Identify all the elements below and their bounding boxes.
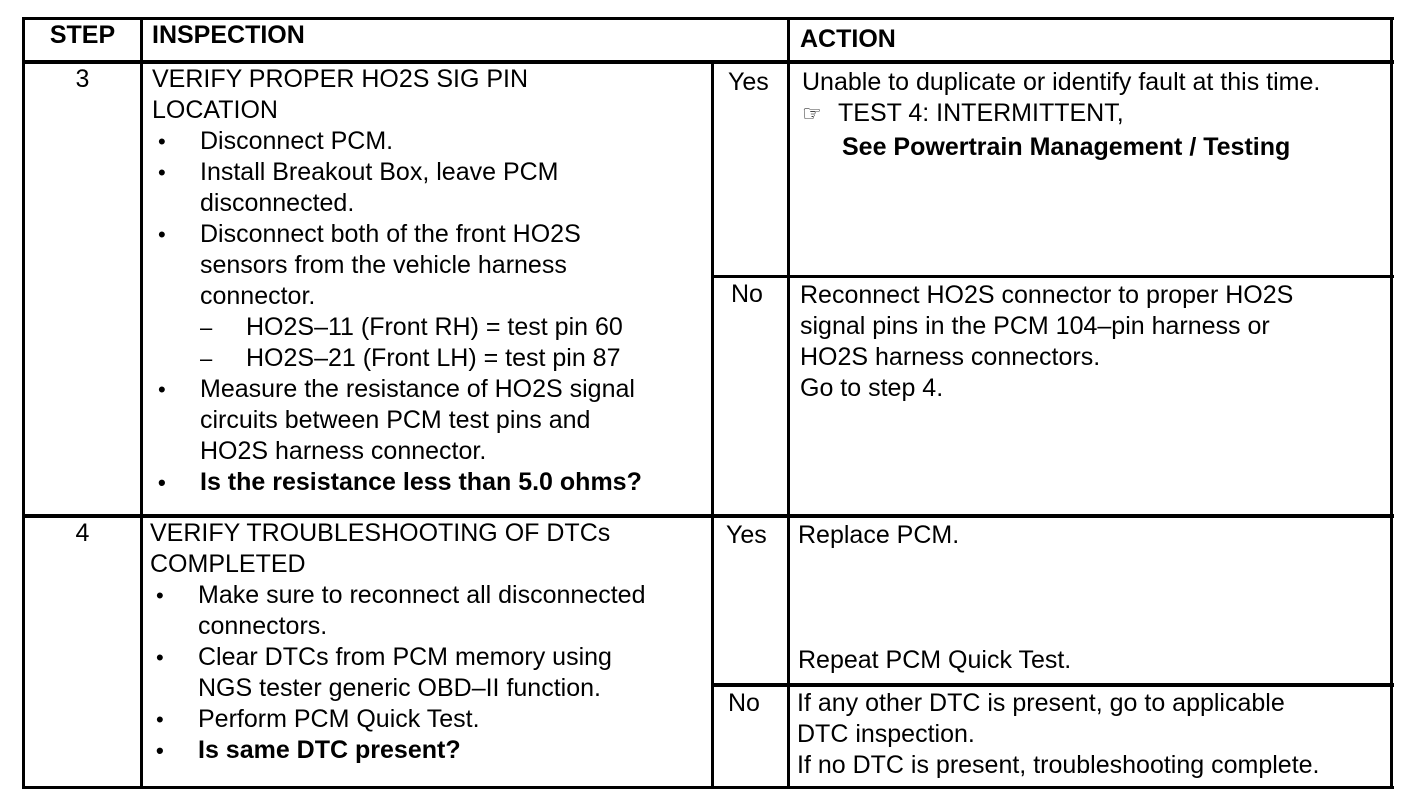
step3-bullet-list [152,126,642,498]
list-item: • Perform PCM Quick Test. [150,704,645,735]
pointing-hand-icon: ☞ [802,101,822,126]
step3-no-action [800,280,1293,404]
step4-bullet-list [150,580,645,766]
table-border-left [22,17,25,789]
header-action: ACTION [800,25,896,53]
step3-title-line2: LOCATION [152,96,278,124]
step3-sub-list [200,312,642,374]
step4-title-line2: COMPLETED [150,550,306,578]
step4-no-action [797,688,1320,781]
action-column-divider [787,17,790,789]
step3-yes-action-line2: TEST 4: INTERMITTENT, [838,99,1124,127]
step4-no-action-line: If no DTC is present, troubleshooting complete. [797,751,1320,779]
step3-no-action-line: Go to step 4. [800,374,944,402]
table-border-bottom [22,786,1394,789]
list-item: • Make sure to reconnect all disconnected connectors. [150,580,645,642]
step3-yes-action-line3: See Powertrain Management / Testing [842,133,1291,161]
step3-no-action-line: HO2S harness connectors. [800,343,1101,371]
table-border-right [1390,17,1393,789]
header-step: STEP [49,21,116,49]
step3-yes-no-divider [712,275,1394,278]
step-column-divider [140,17,143,789]
step4-no-action-line: DTC inspection. [797,720,975,748]
step3-yes-action-line1: Unable to duplicate or identify fault at this time. [802,68,1321,96]
step4-yes-action-line2: Repeat PCM Quick Test. [798,646,1072,674]
yes-no-column-divider [711,62,714,789]
step3-no-label: No [731,280,763,308]
list-item: • Install Breakout Box, leave PCM disconnected. [152,157,642,219]
sub-list-item: – HO2S–21 (Front LH) = test pin 87 [200,343,642,374]
step4-title-line1: VERIFY TROUBLESHOOTING OF DTCs [150,519,611,547]
step3-no-action-line: Reconnect HO2S connector to proper HO2S [800,281,1294,309]
sub-list-item: – HO2S–11 (Front RH) = test pin 60 [200,312,642,343]
step3-no-action-line: signal pins in the PCM 104–pin harness or [800,312,1270,340]
step4-question: • Is same DTC present? [150,735,645,766]
step4-no-label: No [728,689,760,717]
step3-question: • Is the resistance less than 5.0 ohms? [152,467,642,498]
step4-yes-action-line1: Replace PCM. [798,521,960,549]
step3-inspection [152,64,642,498]
header-inspection: INSPECTION [152,21,305,49]
step4-yes-label: Yes [726,521,767,549]
step3-yes-action [802,67,1320,163]
step4-number: 4 [75,519,90,547]
list-item: • Measure the resistance of HO2S signal circuits between PCM test pins and HO2S harness connector. [152,374,642,467]
step4-no-action-line: If any other DTC is present, go to applicable [797,689,1285,717]
step3-yes-label: Yes [728,68,769,96]
step4-inspection [150,518,645,766]
step4-yes-no-divider [712,683,1394,687]
step3-number: 3 [75,65,90,93]
list-item: • Disconnect both of the front HO2S sensors from the vehicle harness connector. – HO2S–11 (Front RH) = test pin 60 – HO2S–21 (Front LH) = test pin 87 [152,219,642,374]
list-item: • Disconnect PCM. [152,126,642,157]
list-item: • Clear DTCs from PCM memory using NGS tester generic OBD–II function. [150,642,645,704]
step3-title-line1: VERIFY PROPER HO2S SIG PIN [152,65,529,93]
